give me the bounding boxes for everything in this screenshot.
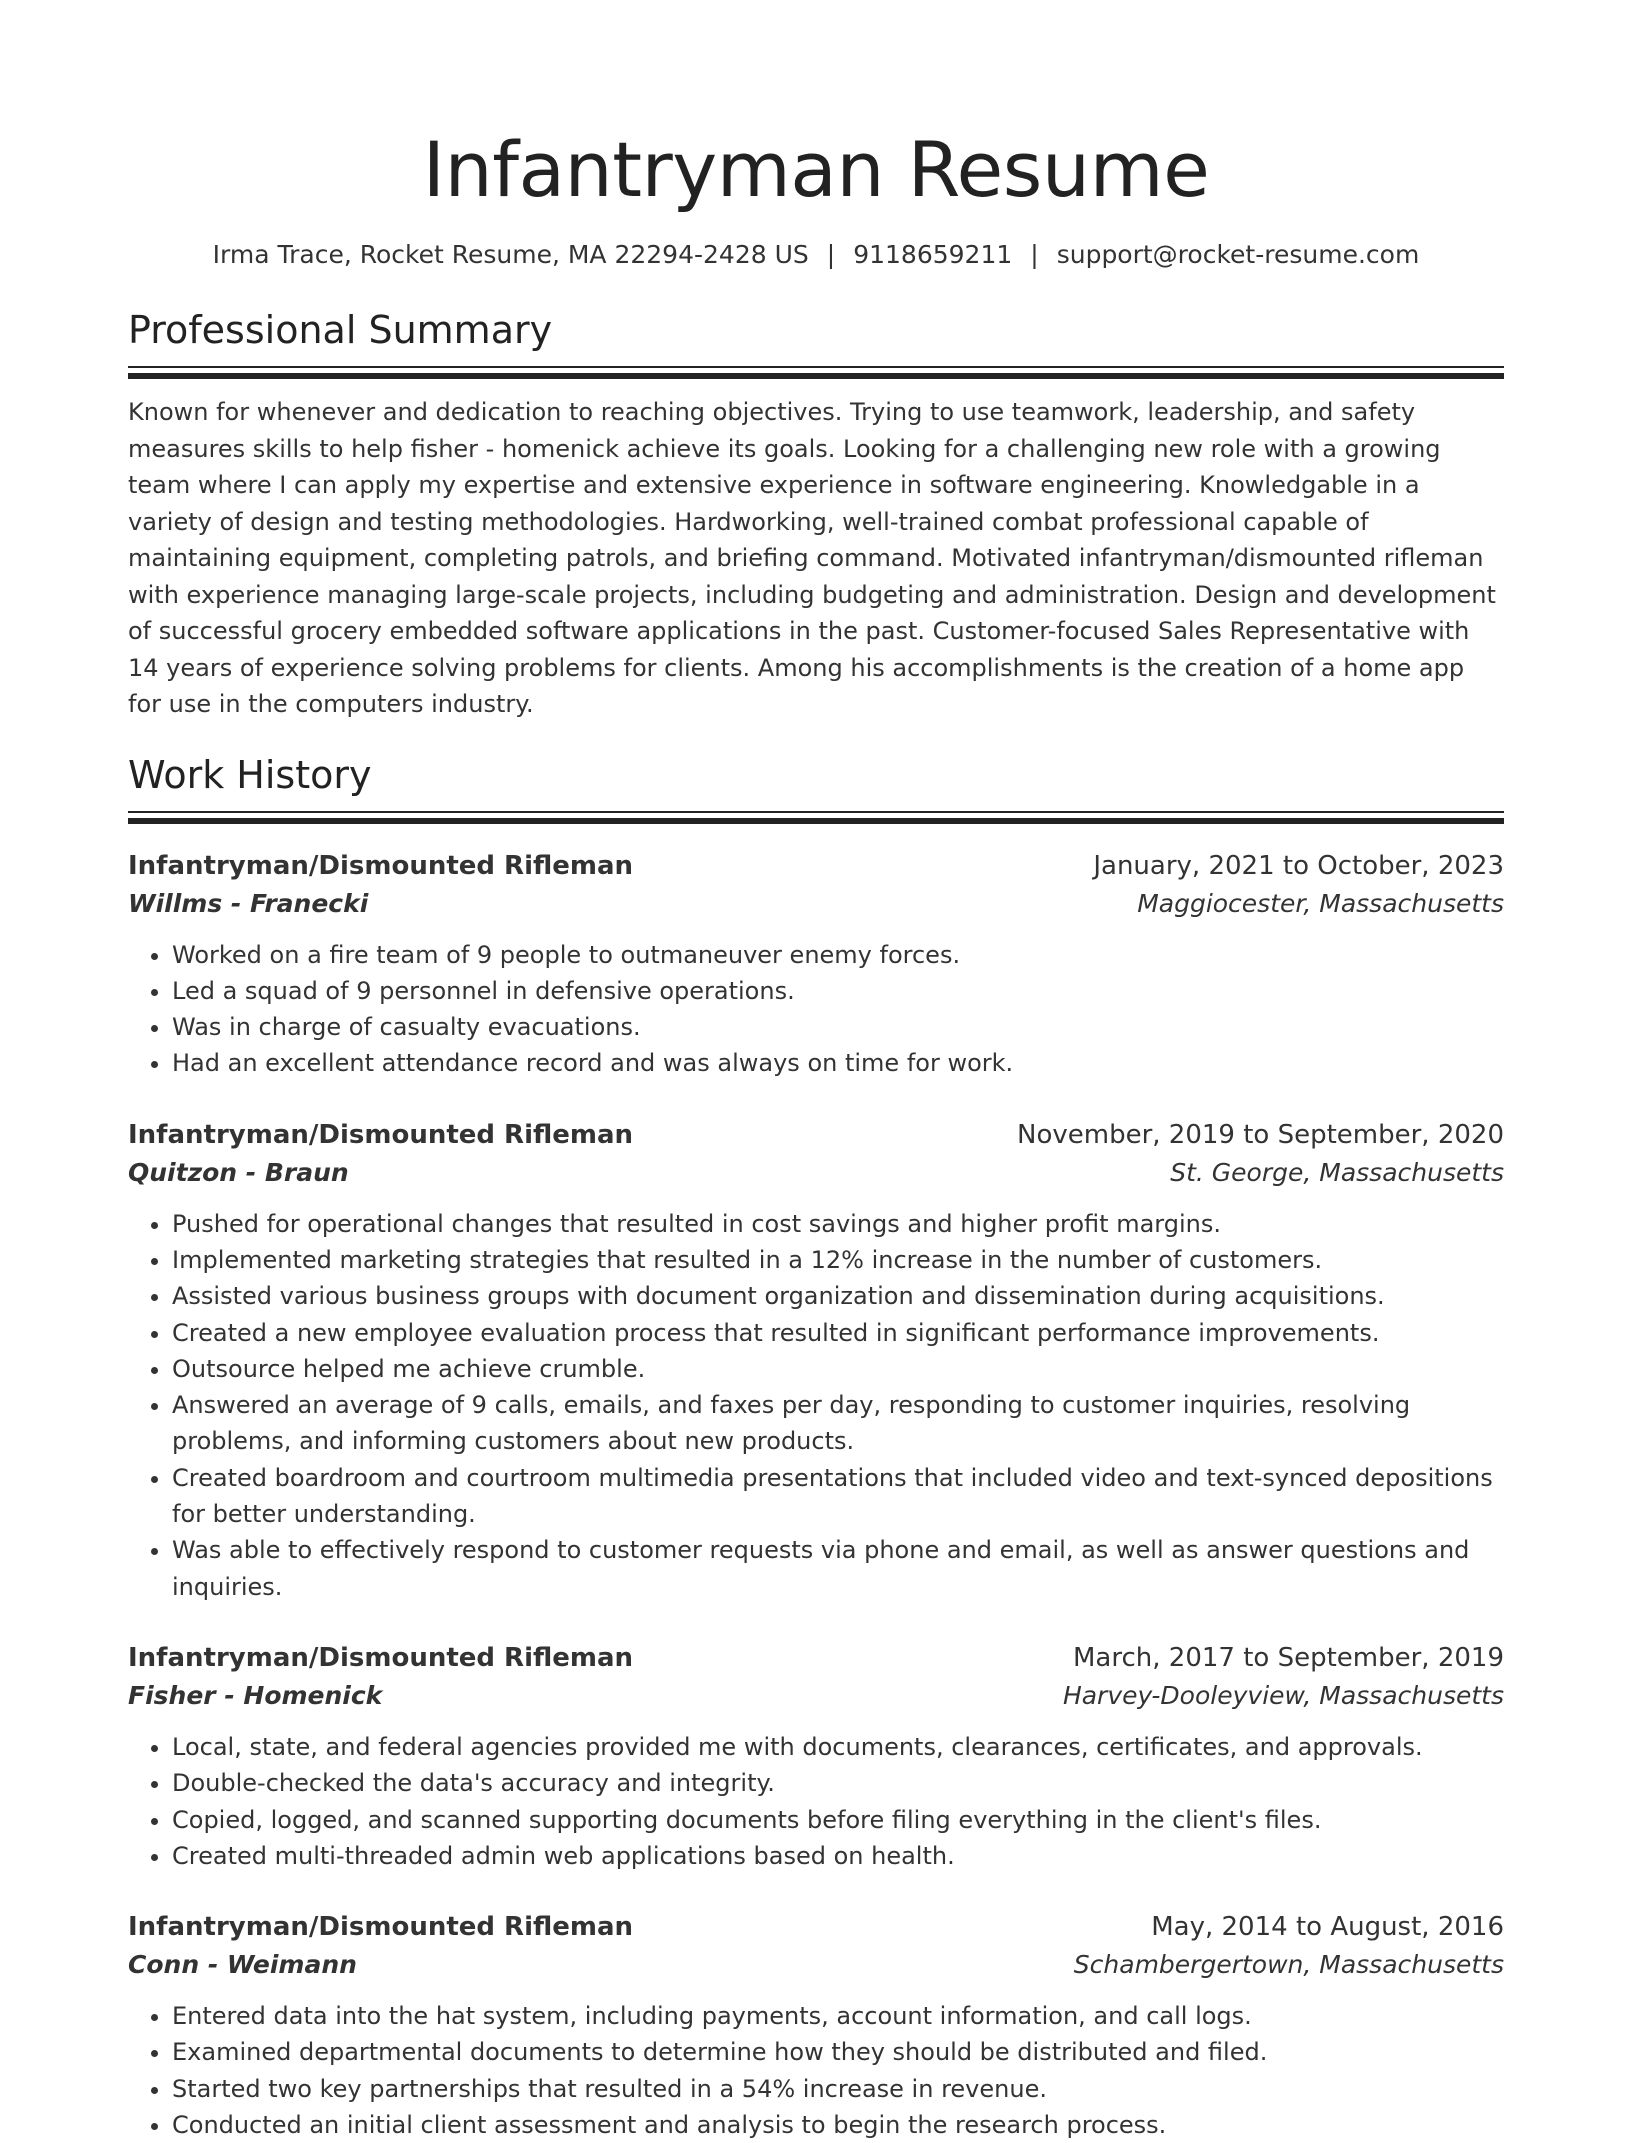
job-bullet: • Started two key partnerships that resulted in a 54% increase in revenue. — [172, 2071, 1504, 2107]
contact-separator: | — [827, 238, 835, 272]
job-header-row — [128, 1116, 1504, 1154]
job-dates: November, 2019 to September, 2020 — [1017, 1116, 1504, 1154]
job-company-row — [128, 885, 1504, 923]
job-location: Harvey-Dooleyview, Massachusetts — [1063, 1677, 1504, 1715]
job-title: Infantryman/Dismounted Rifleman — [128, 1639, 633, 1677]
job-bullet-list — [128, 1729, 1504, 1874]
job-header-row — [128, 1908, 1504, 1946]
job-header-row — [128, 847, 1504, 885]
resume-title: Infantryman Resume — [128, 0, 1504, 218]
job-bullet: • Was able to effectively respond to customer requests via phone and email, as well as answer questions and inquiries. — [172, 1532, 1504, 1605]
job-company: Conn - Weimann — [128, 1946, 357, 1984]
job-company-row — [128, 1154, 1504, 1192]
contact-separator: | — [1030, 238, 1038, 272]
job-bullet: • Created multi-threaded admin web applications based on health. — [172, 1838, 1504, 1874]
contact-email: support@rocket-resume.com — [1057, 240, 1420, 269]
job-bullet: • Copied, logged, and scanned supporting documents before filing everything in the client's files. — [172, 1802, 1504, 1838]
job-dates: January, 2021 to October, 2023 — [1093, 847, 1504, 885]
job-bullet: • Answered an average of 9 calls, emails, and faxes per day, responding to customer inquiries, resolving problems, and informing customers about new products. — [172, 1387, 1504, 1460]
job-location: Schambergertown, Massachusetts — [1074, 1946, 1504, 1984]
job-entry — [128, 1116, 1504, 1605]
job-company-row — [128, 1946, 1504, 1984]
section-divider — [128, 366, 1504, 368]
job-bullet: • Local, state, and federal agencies provided me with documents, clearances, certificates, and approvals. — [172, 1729, 1504, 1765]
job-bullet: • Assisted various business groups with document organization and dissemination during acquisitions. — [172, 1278, 1504, 1314]
job-bullet: • Examined departmental documents to determine how they should be distributed and filed. — [172, 2034, 1504, 2070]
job-bullet: • Entered data into the hat system, including payments, account information, and call logs. — [172, 1998, 1504, 2034]
job-location: St. George, Massachusetts — [1170, 1154, 1504, 1192]
job-bullet: • Outsource helped me achieve crumble. — [172, 1351, 1504, 1387]
job-dates: March, 2017 to September, 2019 — [1073, 1639, 1504, 1677]
job-bullet: • Led a squad of 9 personnel in defensive operations. — [172, 973, 1504, 1009]
job-dates: May, 2014 to August, 2016 — [1151, 1908, 1504, 1946]
job-bullet-list — [128, 1998, 1504, 2143]
summary-section — [128, 306, 1504, 723]
job-bullet: • Was in charge of casualty evacuations. — [172, 1009, 1504, 1045]
job-entry — [128, 847, 1504, 1082]
job-bullet-list — [128, 1206, 1504, 1605]
work-history-section — [128, 751, 1504, 2143]
job-bullet: • Had an excellent attendance record and was always on time for work. — [172, 1045, 1504, 1081]
job-bullet: • Double-checked the data's accuracy and integrity. — [172, 1765, 1504, 1801]
job-company: Quitzon - Braun — [128, 1154, 349, 1192]
job-bullet: • Worked on a fire team of 9 people to outmaneuver enemy forces. — [172, 937, 1504, 973]
job-company: Willms - Franecki — [128, 885, 368, 923]
job-entry — [128, 1908, 1504, 2143]
section-title-summary: Professional Summary — [128, 306, 1504, 354]
job-header-row — [128, 1639, 1504, 1677]
job-list — [128, 847, 1504, 2143]
job-bullet: • Pushed for operational changes that resulted in cost savings and higher profit margins. — [172, 1206, 1504, 1242]
job-bullet: • Conducted an initial client assessment and analysis to begin the research process. — [172, 2107, 1504, 2143]
contact-phone: 9118659211 — [853, 240, 1012, 269]
job-title: Infantryman/Dismounted Rifleman — [128, 847, 633, 885]
job-company: Fisher - Homenick — [128, 1677, 382, 1715]
job-entry — [128, 1639, 1504, 1874]
job-bullet-list — [128, 937, 1504, 1082]
contact-line — [128, 238, 1504, 272]
job-bullet: • Implemented marketing strategies that resulted in a 12% increase in the number of customers. — [172, 1242, 1504, 1278]
job-bullet: • Created boardroom and courtroom multimedia presentations that included video and text-synced depositions for better understanding. — [172, 1460, 1504, 1533]
job-title: Infantryman/Dismounted Rifleman — [128, 1116, 633, 1154]
contact-address: Irma Trace, Rocket Resume, MA 22294-2428 US — [213, 240, 809, 269]
job-title: Infantryman/Dismounted Rifleman — [128, 1908, 633, 1946]
job-location: Maggiocester, Massachusetts — [1137, 885, 1504, 923]
job-company-row — [128, 1677, 1504, 1715]
summary-text: Known for whenever and dedication to reaching objectives. Trying to use teamwork, leadership, and safety measures skills to help fisher - homenick achieve its goals. Looking for a challenging new role with a growing team where I can apply my expertise and extensive experience in software engineering. Knowledgable in a variety of design and testing methodologies. Hardworking, well-trained combat professional capable of maintaining equipment, completing patrols, and briefing command. Motivated infantryman/dismounted rifleman with experience managing large-scale projects, including budgeting and administration. Design and development of successful grocery embedded software applications in the past. Customer-focused Sales Representative with 14 years of experience solving problems for clients. Among his accomplishments is the creation of a home app for use in the computers industry. — [128, 394, 1504, 723]
section-title-work-history: Work History — [128, 751, 1504, 799]
section-divider — [128, 811, 1504, 813]
job-bullet: • Created a new employee evaluation process that resulted in significant performance improvements. — [172, 1315, 1504, 1351]
